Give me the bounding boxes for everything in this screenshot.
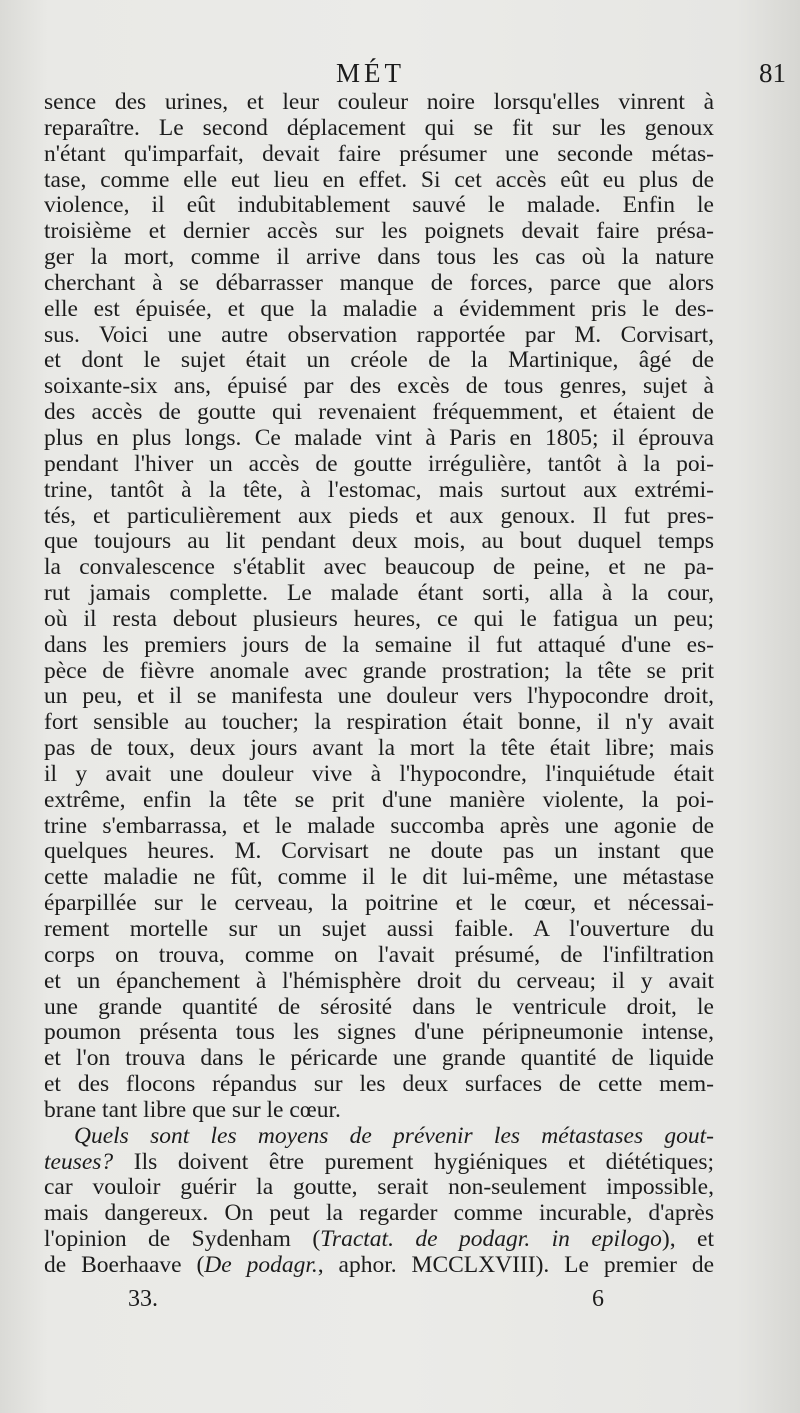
text-line: poumon présenta tous les signes d'une péripneumonie intense, [44, 1019, 714, 1046]
text-line: que toujours au lit pendant deux mois, au bout duquel temps [44, 528, 714, 555]
text-line: éparpillée sur le cerveau, la poitrine et le cœur, et nécessai- [44, 890, 714, 917]
text-segment: , aphor. MCCLXVIII). Le premier de [317, 1251, 715, 1278]
text-line: tés, et particulièrement aux pieds et aux genoux. Il fut pres- [44, 502, 714, 529]
text-line: trine s'embarrassa, et le malade succomba après une agonie de [44, 812, 714, 839]
text-line: pendant l'hiver un accès de goutte irrégulière, tantôt à la poi- [44, 450, 714, 477]
text-line: une grande quantité de sérosité dans le ventricule droit, le [44, 993, 714, 1020]
text-line: et dont le sujet était un créole de la Martinique, âgé de [44, 347, 714, 374]
text-line: elle est épuisée, et que la maladie a évidemment pris le des- [44, 295, 714, 322]
paragraph-1 [44, 90, 714, 1124]
text-segment: l'opinion de Sydenham ( [44, 1226, 321, 1253]
text-line: cette maladie ne fût, comme il le dit lui-même, une métastase [44, 864, 714, 891]
running-title: MÉT [336, 58, 405, 88]
text-line [44, 1227, 714, 1253]
text-segment: ), et [661, 1226, 714, 1253]
running-head [0, 58, 800, 92]
text-segment: Ils doivent être purement hygiéniques et diététiques; [113, 1148, 714, 1175]
italic-question-end: teuses? [44, 1148, 114, 1175]
text-line: tase, comme elle eut lieu en effet. Si cet accès eût eu plus de [44, 166, 714, 193]
text-line: des accès de goutte qui revenaient fréquemment, et étaient de [44, 399, 714, 426]
text-line: fort sensible au toucher; la respiration était bonne, il n'y avait [44, 709, 714, 736]
text-line: extrême, enfin la tête se prit d'une manière violente, la poi- [44, 786, 714, 813]
signature-mark: 33. [128, 1286, 158, 1312]
text-line: sence des urines, et leur couleur noire lorsqu'elles vinrent à [44, 89, 714, 115]
italic-question: Quels sont les moyens de prévenir les métastases gout- [74, 1122, 714, 1149]
text-line: rut jamais complette. Le malade étant sorti, alla à la cour, [44, 580, 714, 607]
signature-letter: 6 [592, 1286, 604, 1312]
text-line: brane tant libre que sur le cœur. [44, 1096, 341, 1123]
text-line [44, 1124, 714, 1150]
text-line: quelques heures. M. Corvisart ne doute pas un instant que [44, 838, 714, 865]
text-line: pèce de fièvre anomale avec grande prostration; la tête se prit [44, 657, 714, 684]
text-line [44, 1150, 714, 1176]
text-segment: de Boerhaave ( [44, 1251, 205, 1278]
text-line: trine, tantôt à la tête, à l'estomac, mais surtout aux extrémi- [44, 476, 714, 503]
text-line: et l'on trouva dans le péricarde une grande quantité de liquide [44, 1045, 714, 1072]
text-line: la convalescence s'établit avec beaucoup de peine, et ne pa- [44, 554, 714, 581]
body-text [44, 90, 714, 1279]
text-line: un peu, et il se manifesta une douleur vers l'hypocondre droit, [44, 683, 714, 710]
text-line: car vouloir guérir la goutte, serait non-seulement impossible, [44, 1174, 714, 1201]
text-line [44, 1253, 714, 1279]
text-line: dans les premiers jours de la semaine il fut attaqué d'une es- [44, 631, 714, 658]
text-line: plus en plus longs. Ce malade vint à Paris en 1805; il éprouva [44, 424, 714, 451]
italic-citation: De podagr. [204, 1251, 318, 1278]
text-line: cherchant à se débarrasser manque de forces, parce que alors [44, 269, 714, 296]
text-line: sus. Voici une autre observation rapportée par M. Corvisart, [44, 321, 714, 348]
text-line: mais dangereux. On peut la regarder comme incurable, d'après [44, 1200, 714, 1227]
text-line: et des flocons répandus sur les deux surfaces de cette mem- [44, 1071, 714, 1098]
text-line: reparaître. Le second déplacement qui se fit sur les genoux [44, 114, 714, 141]
page-number: 81 [759, 58, 786, 88]
paragraph-2 [44, 1124, 714, 1279]
text-line: rement mortelle sur un sujet aussi faible. A l'ouverture du [44, 916, 714, 942]
page-footer [0, 1286, 800, 1316]
italic-citation: Tractat. de podagr. in epilogo [320, 1226, 662, 1253]
text-line: pas de toux, deux jours avant la mort la tête était libre; mais [44, 735, 714, 762]
text-line: ger la mort, comme il arrive dans tous les cas où la nature [44, 244, 714, 271]
text-line: troisième et dernier accès sur les poignets devait faire présa- [44, 218, 714, 245]
text-line: il y avait une douleur vive à l'hypocondre, l'inquiétude était [44, 760, 714, 787]
text-line: n'étant qu'imparfait, devait faire présumer une seconde métas- [44, 140, 714, 167]
text-line: où il resta debout plusieurs heures, ce qui le fatigua un peu; [44, 605, 714, 632]
text-line: violence, il eût indubitablement sauvé le malade. Enfin le [44, 192, 714, 219]
text-line: soixante-six ans, épuisé par des excès de tous genres, sujet à [44, 373, 714, 400]
text-line: corps on trouva, comme on l'avait présumé, de l'infiltration [44, 941, 714, 968]
text-line: et un épanchement à l'hémisphère droit du cerveau; il y avait [44, 967, 714, 994]
